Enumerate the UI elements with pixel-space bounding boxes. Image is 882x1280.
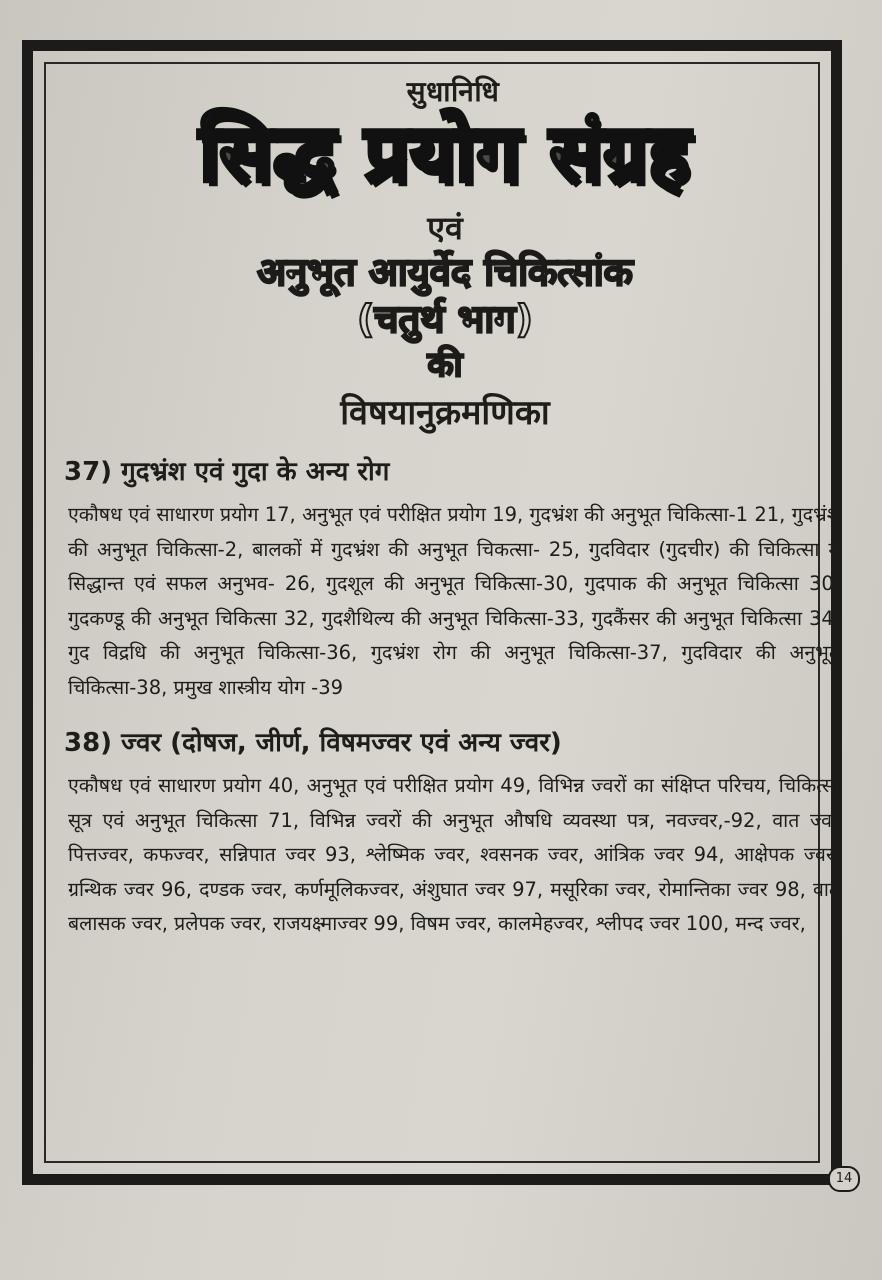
page-number: 14 (828, 1166, 860, 1192)
secondary-title: अनुभूत आयुर्वेद चिकित्सांक (257, 249, 633, 294)
book-subtitle: सुधानिधि (406, 75, 500, 108)
section-body: एकौषध एवं साधारण प्रयोग 40, अनुभूत एवं परीक्षित प्रयोग 49, विभिन्न ज्वरों का संक्षिप्त परिचय, चिकित्सा सूत्र एवं अनुभूत चिकित्सा 71, विभिन्न ज्वरों की अनुभूत औषधि व्यवस्था पत्र, नवज्वर,-92, वात ज्वर पित्तज्वर, कफज्वर, सन्निपात ज्वर 93, श्लेष्मिक ज्वर, श्वसनक ज्वर, आंत्रिक ज्वर 94, आक्षेपक ज्वर, ग्रन्थिक ज्वर 96, दण्डक ज्वर, कर्णमूलिकज्वर, अंशुघात ज्वर 97, मसूरिका ज्वर, रोमान्तिका ज्वर 98, वात बलासक ज्वर, प्रलेपक ज्वर, राजयक्ष्माज्वर 99, विषम ज्वर, कालमेहज्वर, श्लीपद ज्वर 100, मन्द ज्वर, (68, 774, 840, 936)
book-main-title: सिद्ध प्रयोग संग्रह (199, 109, 691, 199)
toc-title: विषयानुक्रमणिका (340, 393, 550, 434)
page-content (50, 72, 840, 942)
toc-section-38 (50, 723, 840, 942)
conjunction-text: एवं (427, 208, 463, 247)
part-label: (चतुर्थ भाग) (357, 297, 533, 342)
section-body: एकौषध एवं साधारण प्रयोग 17, अनुभूत एवं परीक्षित प्रयोग 19, गुदभ्रंश की अनुभूत चिकित्सा-1 21, गुदभ्रंश की अनुभूत चिकित्सा-2, बालकों में गुदभ्रंश की अनुभूत चिकत्सा- 25, गुदविदार (गुदचीर) की चिकित्सा में सिद्धान्त एवं सफल अनुभव- 26, गुदशूल की अनुभूत चिकित्सा-30, गुदपाक की अनुभूत चिकित्सा 30, गुदकण्डू की अनुभूत चिकित्सा 32, गुदशैथिल्य की अनुभूत चिकित्सा-33, गुदकैंसर की अनुभूत चिकित्सा 34, गुद विद्रधि की अनुभूत चिकित्सा-36, गुदभ्रंश रोग की अनुभूत चिकित्सा-37, गुदविदार की अनुभूत चिकित्सा-38, प्रमुख शास्त्रीय योग -39 (68, 503, 840, 699)
of-text: की (427, 344, 463, 385)
section-heading: 38) ज्वर (दोषज, जीर्ण, विषमज्वर एवं अन्य ज्वर) (64, 728, 562, 759)
toc-section-37 (50, 452, 840, 705)
section-heading: 37) गुदभ्रंश एवं गुदा के अन्य रोग (64, 457, 390, 488)
